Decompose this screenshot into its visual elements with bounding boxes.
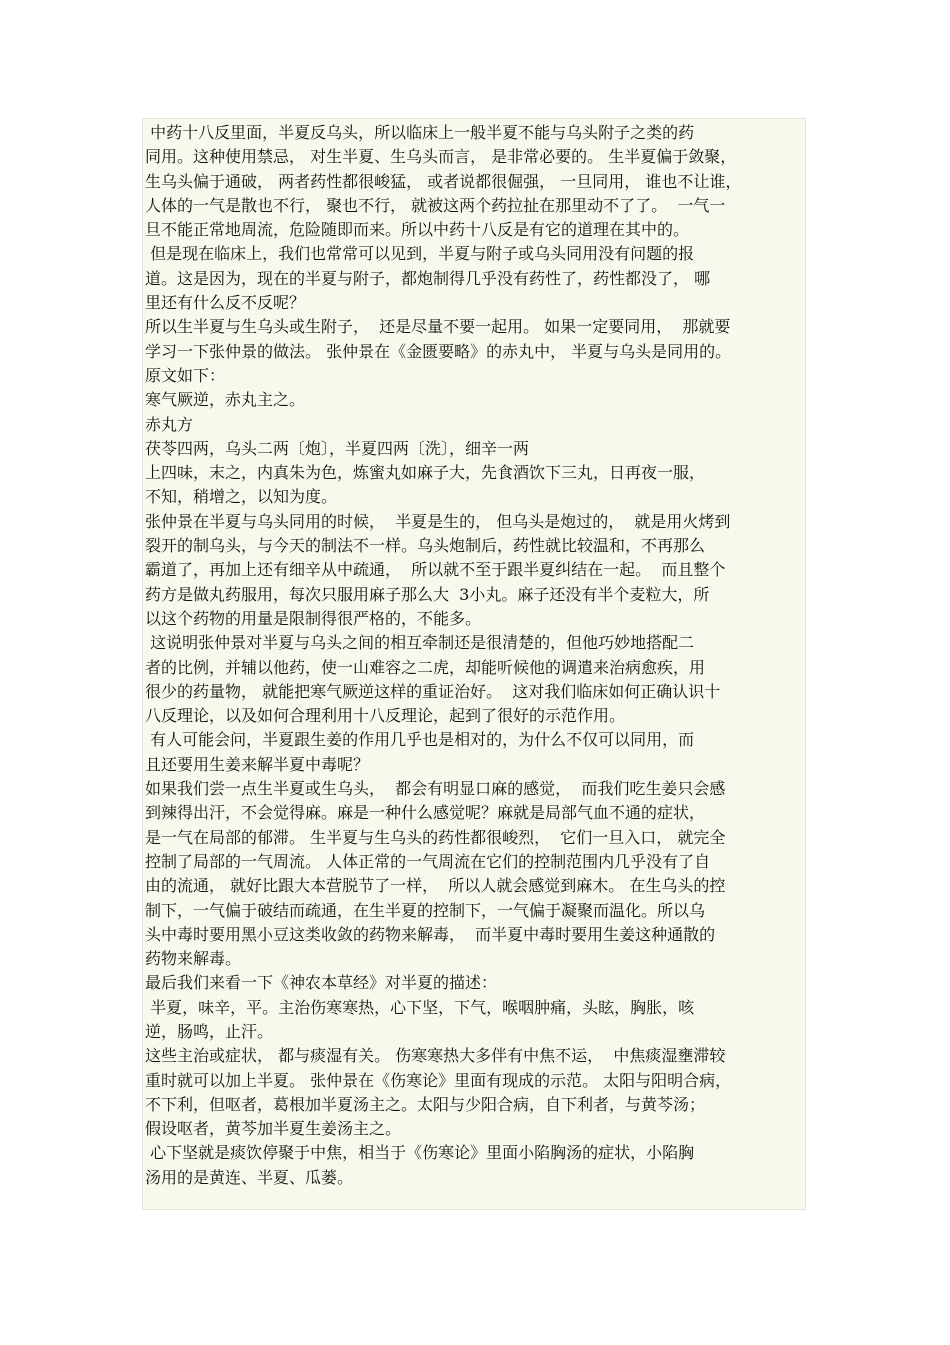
document-body xyxy=(145,121,805,1190)
text-line: 药方是做丸药服用，每次只服用麻子那么大 3小丸。麻子还没有半个麦粒大，所 xyxy=(145,584,710,604)
text-line: 有人可能会问，半夏跟生姜的作用几乎也是相对的，为什么不仅可以同用，而 xyxy=(145,730,695,750)
text-line: 里还有什么反不反呢？ xyxy=(145,293,306,313)
text-line: 由的流通， 就好比跟大本营脱节了一样， 所以人就会感觉到麻木。 在生乌头的控 xyxy=(145,876,726,896)
text-line: 上四味，末之，内真朱为色，炼蜜丸如麻子大，先食酒饮下三丸，日再夜一服， xyxy=(145,463,706,483)
text-line: 最后我们来看一下《神农本草经》对半夏的描述： xyxy=(145,973,498,993)
text-line: 道。这是因为，现在的半夏与附子，都炮制得几乎没有药性了，药性都没了， 哪 xyxy=(145,268,711,288)
text-line: 寒气厥逆，赤丸主之。 xyxy=(145,390,306,410)
text-line: 汤用的是黄连、半夏、瓜蒌。 xyxy=(145,1167,354,1187)
text-line: 茯苓四两，乌头二两〔炮〕，半夏四两〔洗〕，细辛一两 xyxy=(145,438,530,458)
text-line: 张仲景在半夏与乌头同用的时候， 半夏是生的， 但乌头是炮过的， 就是用火烤到 xyxy=(145,511,731,531)
text-line: 原文如下： xyxy=(145,365,226,385)
text-line: 重时就可以加上半夏。 张仲景在《伤寒论》里面有现成的示范。 太阳与阳明合病， xyxy=(145,1070,732,1090)
document-page xyxy=(142,118,806,1210)
text-line: 旦不能正常地周流，危险随即而来。所以中药十八反是有它的道理在其中的。 xyxy=(145,220,690,240)
text-line: 逆，肠鸣，止汗。 xyxy=(145,1021,274,1041)
text-line: 这些主治或症状， 都与痰湿有关。 伤寒寒热大多伴有中焦不运， 中焦痰湿壅滞较 xyxy=(145,1046,726,1066)
text-line: 制下，一气偏于破结而疏通，在生半夏的控制下，一气偏于凝聚而温化。所以乌 xyxy=(145,900,706,920)
text-line: 假设呕者，黄芩加半夏生姜汤主之。 xyxy=(145,1119,402,1139)
text-line: 但是现在临床上，我们也常常可以见到，半夏与附子或乌头同用没有问题的报 xyxy=(145,244,695,264)
text-line: 如果我们尝一点生半夏或生乌头， 都会有明显口麻的感觉， 而我们吃生姜只会感 xyxy=(145,779,726,799)
text-line: 学习一下张仲景的做法。 张仲景在《金匮要略》的赤丸中， 半夏与乌头是同用的。 xyxy=(145,341,732,361)
text-line: 心下坚就是痰饮停聚于中焦，相当于《伤寒论》里面小陷胸汤的症状，小陷胸 xyxy=(145,1143,695,1163)
text-line: 且还要用生姜来解半夏中毒呢？ xyxy=(145,754,370,774)
text-line: 同用。这种使用禁忌， 对生半夏、生乌头而言， 是非常必要的。 生半夏偏于敛聚， xyxy=(145,147,737,167)
text-line: 霸道了，再加上还有细辛从中疏通， 所以就不至于跟半夏纠结在一起。 而且整个 xyxy=(145,560,726,580)
text-line: 很少的药量物， 就能把寒气厥逆这样的重证治好。 这对我们临床如何正确认识十 xyxy=(145,681,721,701)
text-line: 是一气在局部的郁滞。 生半夏与生乌头的药性都很峻烈， 它们一旦入口， 就完全 xyxy=(145,827,726,847)
text-line: 这说明张仲景对半夏与乌头之间的相互牵制还是很清楚的，但他巧妙地搭配二 xyxy=(145,633,695,653)
text-line: 药物来解毒。 xyxy=(145,949,242,969)
text-line: 控制了局部的一气周流。 人体正常的一气周流在它们的控制范围内几乎没有了自 xyxy=(145,851,711,871)
text-line: 不知，稍增之，以知为度。 xyxy=(145,487,338,507)
text-line: 头中毒时要用黑小豆这类收敛的药物来解毒， 而半夏中毒时要用生姜这种通散的 xyxy=(145,924,716,944)
text-line: 中药十八反里面，半夏反乌头，所以临床上一般半夏不能与乌头附子之类的药 xyxy=(145,123,695,142)
text-line: 所以生半夏与生乌头或生附子， 还是尽量不要一起用。 如果一定要同用， 那就要 xyxy=(145,317,731,337)
text-line: 不下利，但呕者，葛根加半夏汤主之。太阳与少阳合病，自下利者，与黄芩汤； xyxy=(145,1094,706,1114)
text-line: 半夏，味辛，平。主治伤寒寒热，心下坚，下气，喉咽肿痛，头眩，胸胀，咳 xyxy=(145,997,695,1017)
text-line: 者的比例，并辅以他药，使一山难容之二虎，却能听候他的调遣来治病愈疾，用 xyxy=(145,657,706,677)
text-line: 生乌头偏于通破， 两者药性都很峻猛， 或者说都很倔强， 一旦同用， 谁也不让谁， xyxy=(145,171,742,191)
text-line: 赤丸方 xyxy=(145,414,194,434)
text-line: 八反理论，以及如何合理利用十八反理论，起到了很好的示范作用。 xyxy=(145,706,626,726)
text-line: 以这个药物的用量是限制得很严格的，不能多。 xyxy=(145,608,482,628)
text-line: 裂开的制乌头，与今天的制法不一样。乌头炮制后，药性就比较温和，不再那么 xyxy=(145,536,706,556)
text-line: 到辣得出汗，不会觉得麻。麻是一种什么感觉呢？麻就是局部气血不通的症状， xyxy=(145,803,706,823)
text-line: 人体的一气是散也不行， 聚也不行， 就被这两个药拉扯在那里动不了了。 一气一 xyxy=(145,195,726,215)
